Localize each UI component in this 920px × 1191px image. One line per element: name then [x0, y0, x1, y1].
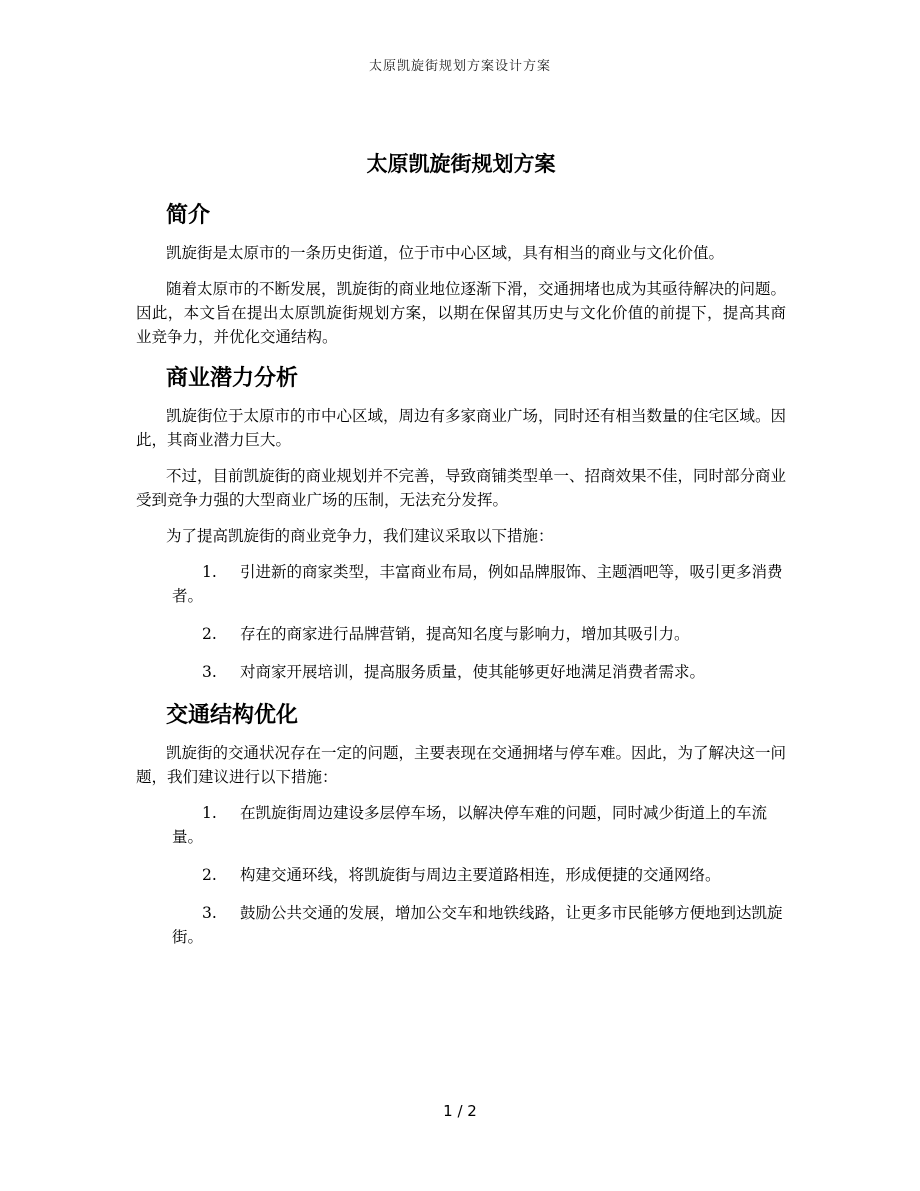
list-item — [172, 660, 786, 684]
list-item — [172, 901, 786, 949]
section-heading-commerce: 商业潜力分析 — [166, 366, 299, 391]
list-item-number: 2. — [202, 625, 217, 643]
commerce-measures-list — [136, 560, 786, 684]
traffic-paragraph-1: 凯旋街的交通状况存在一定的问题，主要表现在交通拥堵与停车难。因此，为了解决这一问题，我们建议进行以下措施： — [136, 744, 787, 786]
section-heading-traffic: 交通结构优化 — [166, 703, 299, 728]
section-heading-intro: 简介 — [166, 203, 211, 228]
list-item-number: 1. — [202, 804, 217, 822]
list-item — [172, 622, 786, 646]
list-item-text: 在凯旋街周边建设多层停车场，以解决停车难的问题，同时减少街道上的车流量。 — [172, 804, 768, 846]
list-item-text: 存在的商家进行品牌营销，提高知名度与影响力，增加其吸引力。 — [240, 625, 690, 643]
list-item-text: 对商家开展培训，提高服务质量，使其能够更好地满足消费者需求。 — [240, 663, 706, 681]
intro-paragraph-1: 凯旋街是太原市的一条历史街道，位于市中心区域，具有相当的商业与文化价值。 — [166, 244, 725, 262]
list-item-number: 1. — [202, 563, 217, 581]
commerce-paragraph-1: 凯旋街位于太原市的市中心区域，周边有多家商业广场，同时还有相当数量的住宅区域。因此，其商业潜力巨大。 — [136, 407, 787, 449]
traffic-measures-list — [136, 801, 786, 949]
list-item-number: 2. — [202, 866, 217, 884]
list-item-text: 鼓励公共交通的发展，增加公交车和地铁线路，让更多市民能够方便地到达凯旋街。 — [172, 904, 783, 946]
page-number: 1 / 2 — [443, 1102, 477, 1120]
list-item — [172, 560, 786, 608]
list-item-number: 3. — [202, 904, 217, 922]
list-item-text: 构建交通环线，将凯旋街与周边主要道路相连，形成便捷的交通网络。 — [240, 866, 721, 884]
commerce-paragraph-2: 不过，目前凯旋街的商业规划并不完善，导致商铺类型单一、招商效果不佳，同时部分商业受到竞争力强的大型商业广场的压制，无法充分发挥。 — [136, 467, 787, 509]
list-item — [172, 863, 786, 887]
intro-paragraph-2: 随着太原市的不断发展，凯旋街的商业地位逐渐下滑，交通拥堵也成为其亟待解决的问题。因此，本文旨在提出太原凯旋街规划方案，以期在保留其历史与文化价值的前提下，提高其商业竞争力，并优化交通结构。 — [136, 280, 787, 346]
list-item-text: 引进新的商家类型，丰富商业布局，例如品牌服饰、主题酒吧等，吸引更多消费者。 — [172, 563, 783, 605]
commerce-paragraph-3: 为了提高凯旋街的商业竞争力，我们建议采取以下措施： — [166, 527, 554, 545]
document-title: 太原凯旋街规划方案 — [366, 152, 556, 176]
document-body — [136, 140, 786, 963]
list-item — [172, 801, 786, 849]
list-item-number: 3. — [202, 663, 217, 681]
running-header: 太原凯旋街规划方案设计方案 — [368, 59, 551, 74]
